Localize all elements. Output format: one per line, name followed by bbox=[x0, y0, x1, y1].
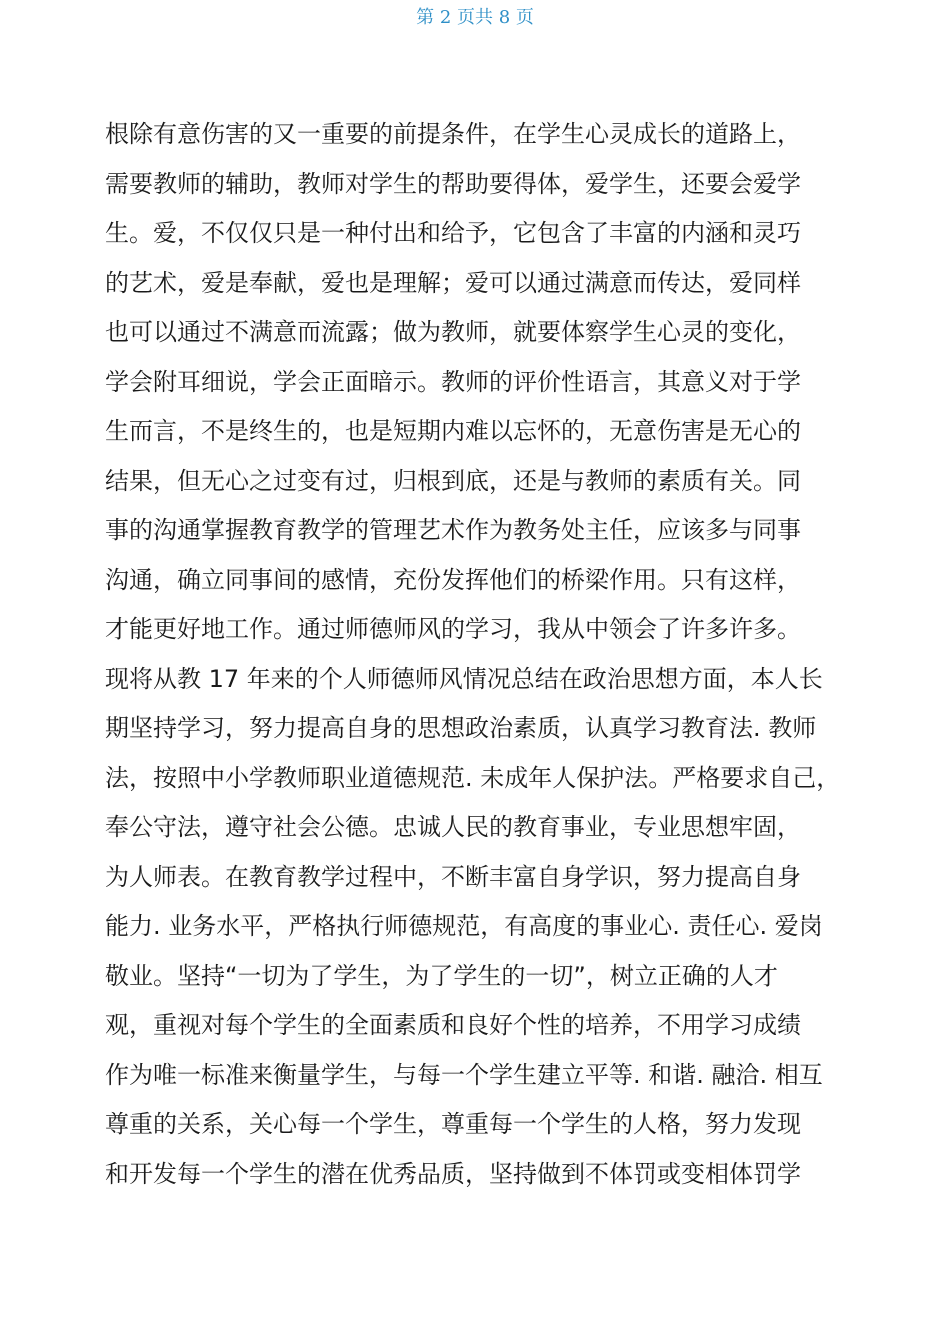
document-body bbox=[105, 110, 865, 1199]
text-line: 的艺术，爱是奉献，爱也是理解；爱可以通过满意而传达，爱同样 bbox=[105, 268, 801, 297]
text-line: 沟通，确立同事间的感情，充份发挥他们的桥梁作用。只有这样， bbox=[105, 565, 801, 594]
text-line: 才能更好地工作。通过师德师风的学习，我从中领会了许多许多。 bbox=[105, 615, 801, 643]
text-line: 能力. 业务水平，严格执行师德规范，有高度的事业心. 责任心. 爱岗 bbox=[105, 912, 823, 940]
text-line: 尊重的关系，关心每一个学生，尊重每一个学生的人格，努力发现 bbox=[105, 1110, 801, 1138]
text-line: 结果，但无心之过变有过，归根到底，还是与教师的素质有关。同 bbox=[105, 466, 801, 495]
text-line: 和开发每一个学生的潜在优秀品质，坚持做到不体罚或变相体罚学 bbox=[105, 1159, 801, 1188]
text-line: 作为唯一标准来衡量学生，与每一个学生建立平等. 和谐. 融洽. 相互 bbox=[105, 1060, 823, 1089]
text-line: 奉公守法，遵守社会公德。忠诚人民的教育事业，专业思想牢固， bbox=[105, 813, 801, 841]
text-line: 观，重视对每个学生的全面素质和良好个性的培养，不用学习成绩 bbox=[105, 1011, 801, 1039]
text-line: 法，按照中小学教师职业道德规范. 未成年人保护法。严格要求自己， bbox=[105, 763, 841, 792]
text-line: 生。爱，不仅仅只是一种付出和给予，它包含了丰富的内涵和灵巧 bbox=[105, 219, 801, 247]
text-line: 期坚持学习，努力提高自身的思想政治素质，认真学习教育法. 教师 bbox=[105, 714, 817, 742]
text-line: 根除有意伤害的又一重要的前提条件，在学生心灵成长的道路上， bbox=[105, 120, 801, 148]
text-line: 现将从教 17 年来的个人师德师风情况总结在政治思想方面，本人长 bbox=[105, 664, 823, 693]
text-line: 事的沟通掌握教育教学的管理艺术作为教务处主任，应该多与同事 bbox=[105, 516, 801, 544]
text-line: 学会附耳细说，学会正面暗示。教师的评价性语言，其意义对于学 bbox=[105, 367, 801, 396]
text-line: 敬业。坚持“一切为了学生，为了学生的一切”，树立正确的人才 bbox=[105, 961, 778, 990]
text-line: 生而言，不是终生的，也是短期内难以忘怀的，无意伤害是无心的 bbox=[105, 417, 801, 445]
text-line: 需要教师的辅助，教师对学生的帮助要得体，爱学生，还要会爱学 bbox=[105, 169, 801, 198]
text-line: 为人师表。在教育教学过程中，不断丰富自身学识，努力提高自身 bbox=[105, 862, 801, 891]
text-line: 也可以通过不满意而流露；做为教师，就要体察学生心灵的变化， bbox=[105, 318, 801, 346]
page-indicator: 第 2 页共 8 页 bbox=[416, 7, 534, 28]
